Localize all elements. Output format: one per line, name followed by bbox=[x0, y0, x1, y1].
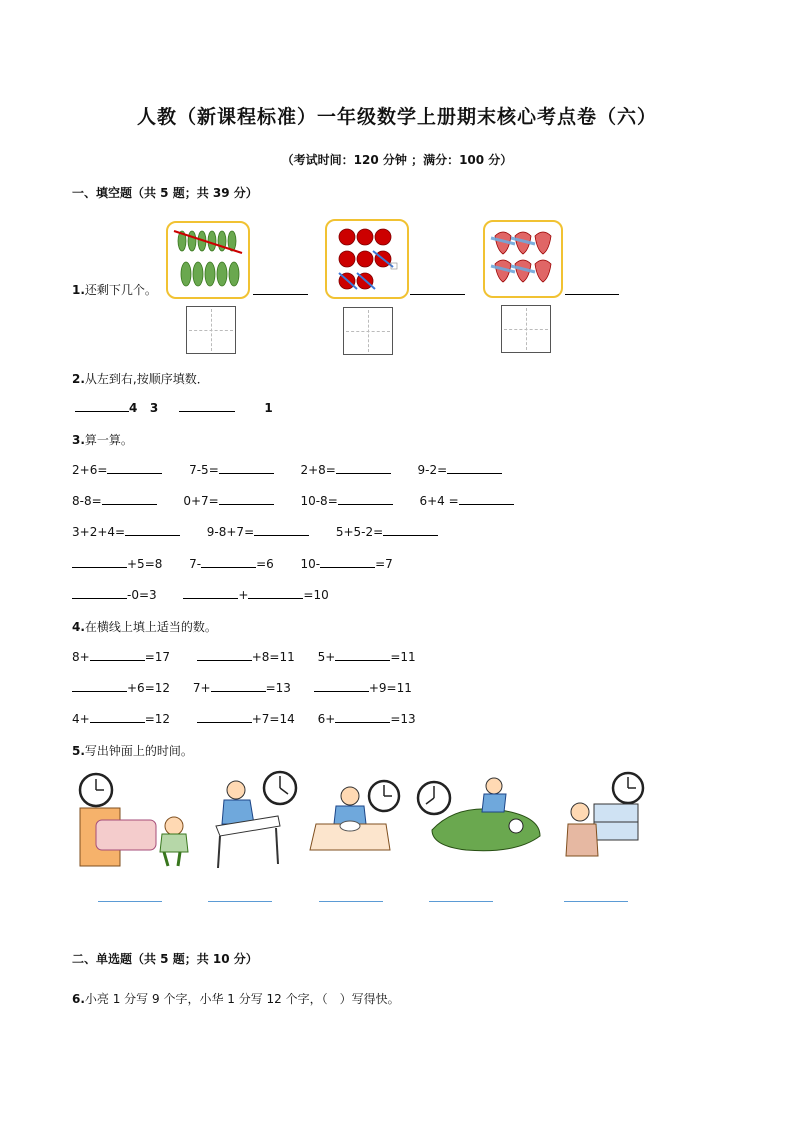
answer-box[interactable] bbox=[343, 307, 393, 355]
equation-row bbox=[72, 462, 502, 477]
cucumbers-icon bbox=[168, 223, 248, 297]
answer-blank[interactable] bbox=[320, 556, 375, 568]
answer-blank[interactable] bbox=[208, 901, 272, 902]
question-6 bbox=[72, 990, 400, 1007]
eating-clock-scene bbox=[310, 781, 399, 850]
strawberries-crossed-icon bbox=[483, 220, 563, 298]
question-text: 算一算。 bbox=[84, 433, 133, 447]
equation: 0+7= bbox=[183, 494, 219, 508]
equation: 8-8= bbox=[72, 494, 102, 508]
equation: 7-5= bbox=[189, 463, 219, 477]
equation: 10-8= bbox=[300, 494, 338, 508]
answer-blank[interactable] bbox=[90, 649, 145, 661]
equation-row bbox=[72, 649, 416, 664]
question-text: 还剩下几个。 bbox=[84, 283, 157, 297]
answer-blank[interactable] bbox=[72, 680, 127, 692]
equation: + bbox=[238, 588, 249, 602]
answer-blank[interactable] bbox=[319, 901, 383, 902]
answer-blank[interactable] bbox=[565, 294, 619, 295]
sequence-value: 4 bbox=[129, 401, 138, 415]
answer-blank[interactable] bbox=[410, 294, 465, 295]
question-2 bbox=[72, 370, 209, 387]
question-text: 在横线上填上适当的数。 bbox=[84, 620, 217, 634]
equation: =13 bbox=[265, 681, 291, 695]
strawberries-icon bbox=[485, 222, 561, 296]
answer-blank[interactable] bbox=[201, 556, 256, 568]
answer-blank[interactable] bbox=[75, 400, 129, 412]
page-title: 人教（新课程标准）一年级数学上册期末核心考点卷（六） bbox=[136, 106, 657, 128]
answer-blank[interactable] bbox=[211, 680, 266, 692]
answer-blank[interactable] bbox=[248, 587, 303, 599]
question-number: 2. bbox=[72, 372, 85, 386]
equation-row bbox=[72, 680, 412, 695]
answer-blank[interactable] bbox=[336, 462, 391, 474]
answer-box[interactable] bbox=[186, 306, 236, 354]
answer-blank[interactable] bbox=[219, 462, 274, 474]
question-text: 从左到右,按顺序填数． bbox=[84, 372, 209, 386]
answer-blank[interactable] bbox=[98, 901, 162, 902]
question-number: 6. bbox=[72, 992, 85, 1006]
equation: 7+ bbox=[192, 681, 211, 695]
equation: 9-2= bbox=[417, 463, 448, 477]
answer-blank[interactable] bbox=[564, 901, 628, 902]
equation: 2+6= bbox=[72, 463, 108, 477]
equation: +7=14 bbox=[251, 712, 295, 726]
equation: 5+5-2= bbox=[335, 525, 384, 539]
answer-blank[interactable] bbox=[125, 524, 180, 536]
equation: =10 bbox=[303, 588, 329, 602]
equation: 9-8+7= bbox=[206, 525, 255, 539]
question-3 bbox=[72, 431, 133, 448]
answer-blank[interactable] bbox=[429, 901, 493, 902]
equation: +8=11 bbox=[251, 650, 295, 664]
equation: =6 bbox=[256, 557, 274, 571]
answer-blank[interactable] bbox=[254, 524, 309, 536]
sequence-value: 3 bbox=[149, 401, 159, 415]
equation-row bbox=[72, 524, 438, 539]
cucumbers-crossed-icon bbox=[166, 221, 250, 299]
equation: -0=3 bbox=[127, 588, 157, 602]
section-title-fill-in: 一、填空题（共 5 题；共 39 分） bbox=[72, 186, 258, 200]
equation-row bbox=[72, 587, 329, 602]
answer-blank[interactable] bbox=[72, 556, 127, 568]
answer-blank[interactable] bbox=[335, 649, 390, 661]
answer-blank[interactable] bbox=[338, 493, 393, 505]
answer-blank[interactable] bbox=[253, 294, 308, 295]
answer-box[interactable] bbox=[501, 305, 551, 353]
equation: =11 bbox=[390, 650, 416, 664]
equation-row bbox=[72, 493, 514, 508]
question-number: 3. bbox=[72, 433, 85, 447]
question-text: 写出钟面上的时间。 bbox=[84, 744, 193, 758]
equation: 8+ bbox=[72, 650, 90, 664]
section-title-single-choice: 二、单选题（共 5 题；共 10 分） bbox=[72, 952, 258, 966]
sequence-row bbox=[75, 400, 273, 415]
question-5 bbox=[72, 742, 193, 759]
question-number: 4. bbox=[72, 620, 85, 634]
equation: 3+2+4= bbox=[72, 525, 126, 539]
equation: 4+ bbox=[72, 712, 90, 726]
equation-row bbox=[72, 556, 393, 571]
equation: 10- bbox=[300, 557, 321, 571]
apples-crossed-icon bbox=[325, 219, 409, 299]
equation: =17 bbox=[144, 650, 171, 664]
answer-blank[interactable] bbox=[383, 524, 438, 536]
clock-scenes bbox=[76, 770, 656, 870]
question-number: 1. bbox=[72, 283, 85, 297]
bedroom-clock-scene bbox=[80, 774, 188, 866]
equation: =12 bbox=[144, 712, 171, 726]
equation-row bbox=[72, 711, 416, 726]
question-number: 5. bbox=[72, 744, 85, 758]
answer-blank[interactable] bbox=[197, 649, 252, 661]
answer-blank[interactable] bbox=[179, 400, 235, 412]
answer-blank[interactable] bbox=[335, 711, 390, 723]
answer-blank[interactable] bbox=[183, 587, 238, 599]
answer-blank[interactable] bbox=[459, 493, 514, 505]
answer-blank[interactable] bbox=[107, 462, 162, 474]
page-subtitle: （考试时间：120 分钟 ；满分：100 分） bbox=[281, 153, 513, 167]
question-4 bbox=[72, 618, 217, 635]
answer-blank[interactable] bbox=[90, 711, 145, 723]
equation: =13 bbox=[390, 712, 416, 726]
window-clock-scene bbox=[566, 773, 643, 856]
question-1 bbox=[72, 281, 157, 298]
answer-blank[interactable] bbox=[314, 680, 369, 692]
answer-blank[interactable] bbox=[197, 711, 252, 723]
desk-study-clock-scene bbox=[216, 772, 296, 868]
sequence-value: 1 bbox=[264, 401, 273, 415]
answer-blank[interactable] bbox=[219, 493, 274, 505]
equation: 7- bbox=[189, 557, 202, 571]
answer-blank[interactable] bbox=[102, 493, 157, 505]
apples-icon bbox=[327, 221, 407, 297]
playground-clock-scene bbox=[418, 778, 540, 851]
answer-blank[interactable] bbox=[447, 462, 502, 474]
equation: +5=8 bbox=[127, 557, 163, 571]
equation: 6+ bbox=[317, 712, 336, 726]
equation: +6=12 bbox=[127, 681, 171, 695]
equation: 5+ bbox=[317, 650, 336, 664]
equation: 2+8= bbox=[300, 463, 336, 477]
answer-blank[interactable] bbox=[72, 587, 127, 599]
question-text: 小亮 1 分写 9 个字，小华 1 分写 12 个字，（ ）写得快。 bbox=[84, 992, 400, 1006]
equation: +9=11 bbox=[368, 681, 412, 695]
equation: 6+4 = bbox=[419, 494, 459, 508]
equation: =7 bbox=[375, 557, 393, 571]
